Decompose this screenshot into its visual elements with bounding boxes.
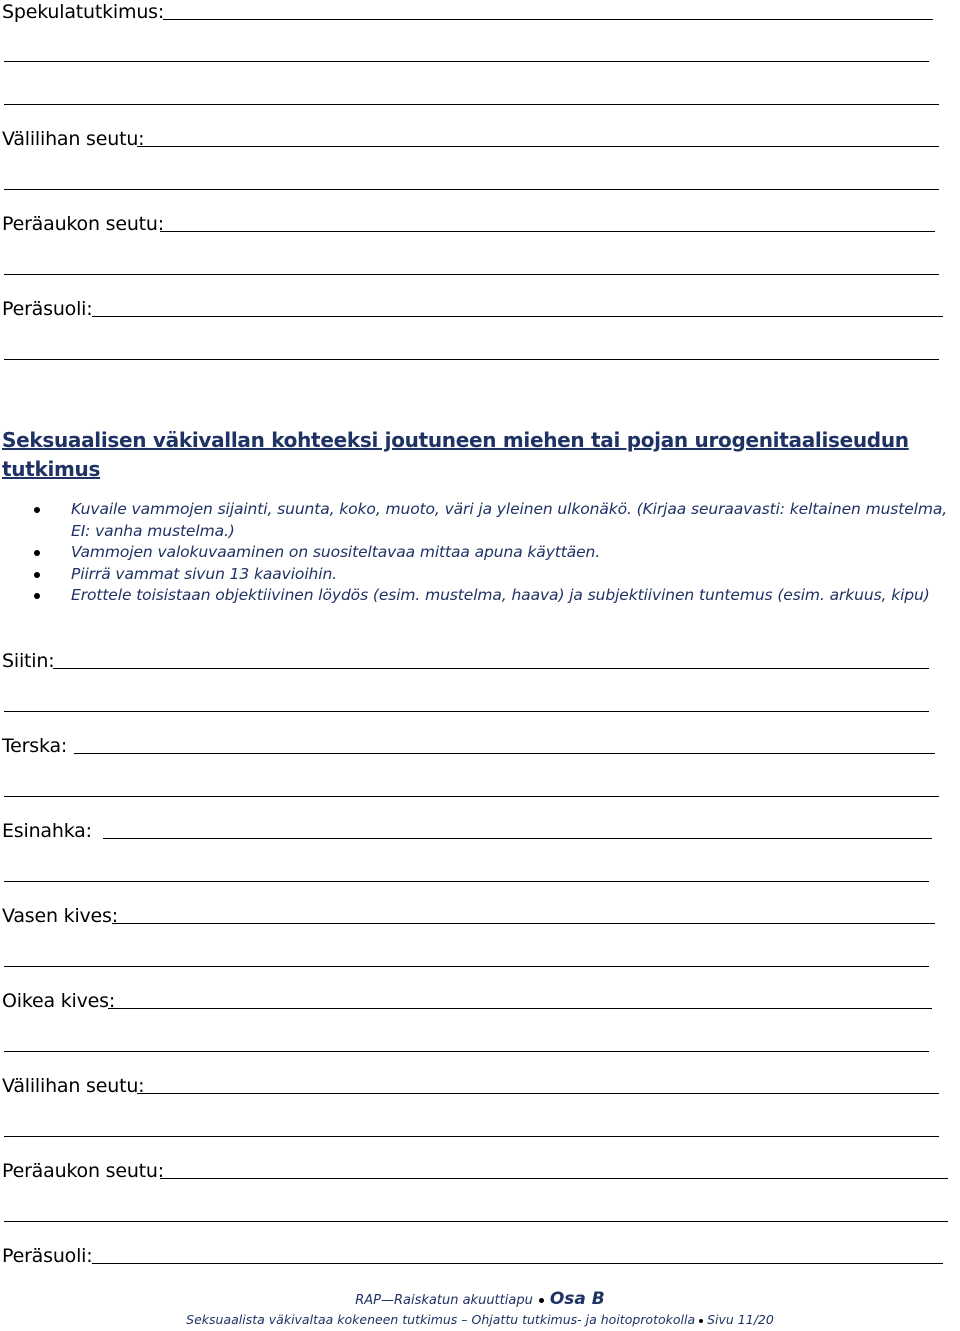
answer-line[interactable] (4, 1136, 939, 1137)
bullet-icon (34, 572, 40, 578)
instruction-text: Piirrä vammat sivun 13 kaavioihin. (71, 564, 338, 583)
answer-line[interactable] (4, 1221, 948, 1222)
answer-line[interactable] (103, 838, 932, 839)
footer-brand-line (0, 1289, 960, 1311)
answer-line[interactable] (4, 1051, 929, 1052)
field-label-valilihan-seutu-2: Välilihan seutu: (2, 1075, 145, 1097)
bullet-icon (539, 1298, 544, 1303)
bullet-icon (34, 507, 40, 513)
instruction-item (34, 564, 954, 586)
answer-line[interactable] (4, 359, 939, 360)
field-label-vasen-kives: Vasen kives: (2, 905, 118, 927)
footer-brand-full: Raiskatun akuuttiapu (394, 1293, 533, 1308)
field-label-terska: Terska: (2, 735, 68, 757)
answer-line[interactable] (4, 104, 939, 105)
bullet-icon (699, 1319, 703, 1323)
answer-line[interactable] (4, 61, 929, 62)
answer-line[interactable] (112, 923, 935, 924)
answer-line[interactable] (4, 274, 939, 275)
field-label-perasuoli-2: Peräsuoli: (2, 1245, 93, 1267)
bullet-icon (34, 550, 40, 556)
footer-dash: — (381, 1293, 394, 1308)
footer-brand: RAP (355, 1293, 381, 1308)
answer-line[interactable] (92, 316, 943, 317)
answer-line[interactable] (4, 966, 929, 967)
instruction-text: Erottele toisistaan objektiivinen löydös (esim. mustelma, haava) ja subjektiivinen tuntemus (esim. arkuus, kipu) (71, 586, 930, 604)
answer-line[interactable] (4, 881, 929, 882)
field-label-siitin: Siitin: (2, 650, 55, 672)
footer-document-title: Seksuaalista väkivaltaa kokeneen tutkimus – Ohjattu tutkimus- ja hoitoprotokolla (186, 1312, 696, 1327)
field-label-oikea-kives: Oikea kives: (2, 990, 116, 1012)
answer-line[interactable] (108, 1008, 932, 1009)
instruction-item (34, 585, 954, 607)
bullet-icon (34, 593, 40, 599)
field-label-perasuoli: Peräsuoli: (2, 298, 93, 320)
footer-part: Osa B (549, 1289, 605, 1309)
field-label-peraaukon-seutu: Peräaukon seutu: (2, 213, 164, 235)
answer-line[interactable] (92, 1263, 943, 1264)
answer-line[interactable] (163, 19, 933, 20)
footer-page-number: Sivu 11/20 (707, 1312, 774, 1327)
answer-line[interactable] (4, 189, 939, 190)
answer-line[interactable] (4, 711, 929, 712)
instruction-text: Vammojen valokuvaaminen on suositeltavaa mittaa apuna käyttäen. (71, 543, 601, 561)
field-label-valilihan-seutu: Välilihan seutu: (2, 128, 145, 150)
answer-line[interactable] (160, 231, 935, 232)
answer-line[interactable] (160, 1178, 948, 1179)
field-label-peraaukon-seutu-2: Peräaukon seutu: (2, 1160, 164, 1182)
answer-line[interactable] (74, 753, 935, 754)
section-heading: Seksuaalisen väkivallan kohteeksi joutuneen miehen tai pojan urogenitaaliseudun tutkimus (2, 428, 909, 481)
field-label-esinahka: Esinahka: (2, 820, 92, 842)
instruction-text: Kuvaile vammojen sijainti, suunta, koko, muoto, väri ja yleinen ulkonäkö. (Kirjaa seuraavasti: keltainen mustelma, EI: vanha mustelma.) (71, 500, 948, 540)
answer-line[interactable] (137, 146, 939, 147)
footer-info-line (0, 1311, 960, 1329)
field-label-spekulatutkimus: Spekulatutkimus: (2, 1, 165, 23)
instruction-item (34, 542, 954, 564)
answer-line[interactable] (4, 796, 939, 797)
answer-line[interactable] (53, 668, 929, 669)
answer-line[interactable] (137, 1093, 939, 1094)
instruction-list (34, 499, 954, 607)
instruction-item (34, 499, 954, 542)
